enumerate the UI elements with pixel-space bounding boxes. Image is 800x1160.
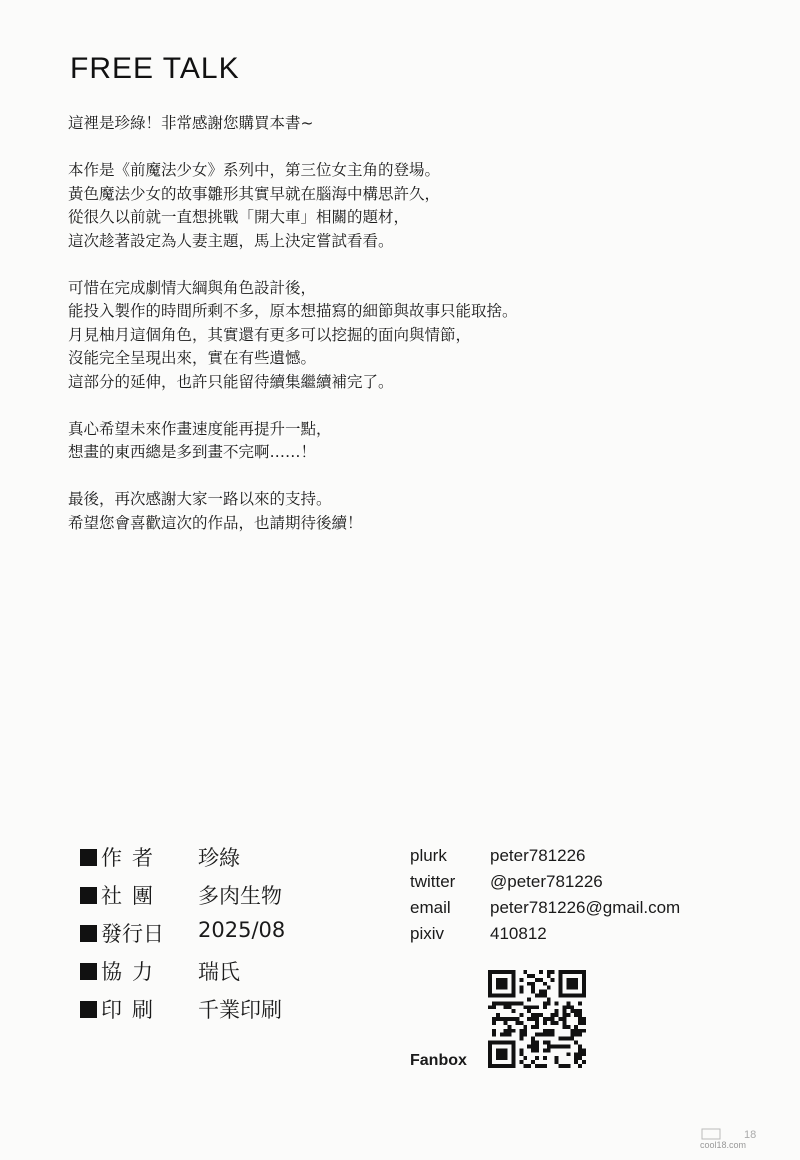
text-line: 從很久以前就一直想挑戰「開大車」相關的題材，	[68, 208, 410, 226]
credit-value: 多肉生物	[198, 884, 282, 908]
text-line: 最後，再次感謝大家一路以來的支持。	[68, 490, 332, 508]
text-line: 想畫的東西總是多到畫不完啊……！	[68, 443, 317, 461]
social-name: email	[410, 898, 451, 917]
qr-code-icon	[488, 970, 586, 1068]
credit-value: 千業印刷	[198, 998, 282, 1022]
page-title: FREE TALK	[70, 52, 240, 85]
text-line: 這裡是珍綠！非常感謝您購買本書~	[68, 114, 314, 132]
credit-label: 發行日	[101, 922, 164, 946]
text-line: 希望您會喜歡這次的作品，也請期待後續！	[68, 513, 363, 532]
text-line: 黃色魔法少女的故事雛形其實早就在腦海中構思許久，	[68, 184, 441, 203]
credit-label: 印刷	[101, 998, 163, 1022]
paragraph	[68, 112, 708, 136]
credit-value: 2025/08	[198, 918, 286, 942]
text-line: 這次趁著設定為人妻主題，馬上決定嘗試看看。	[68, 231, 394, 250]
paragraph	[68, 418, 708, 465]
paragraph	[68, 159, 708, 253]
text-line: 真心希望未來作畫速度能再提升一點，	[68, 419, 332, 438]
credit-label: 協力	[101, 960, 163, 984]
credit-value: 珍綠	[198, 846, 240, 870]
social-name: twitter	[410, 872, 456, 891]
credit-label: 作者	[101, 846, 163, 870]
credit-label: 社團	[101, 884, 163, 908]
fanbox-label: Fanbox	[410, 1052, 467, 1069]
text-line: 沒能完全呈現出來，實在有些遺憾。	[68, 349, 317, 367]
text-line: 可惜在完成劇情大綱與角色設計後，	[68, 278, 317, 297]
watermark-logo-icon	[700, 1127, 772, 1141]
watermark-url: cool18.com	[700, 1140, 747, 1150]
credit-value: 瑞氏	[198, 960, 240, 984]
text-line: 能投入製作的時間所剩不多，原本想描寫的細節與故事只能取捨。	[68, 302, 518, 320]
square-bullet-icon	[80, 887, 97, 904]
watermark-number: 18	[744, 1129, 757, 1141]
square-bullet-icon	[80, 1001, 97, 1018]
square-bullet-icon	[80, 925, 97, 942]
square-bullet-icon	[80, 849, 97, 866]
paragraph	[68, 277, 708, 395]
text-line: 月見柚月這個角色，其實還有更多可以挖掘的面向與情節，	[68, 325, 472, 344]
social-name: plurk	[410, 846, 447, 865]
social-value: @peter781226	[490, 872, 603, 891]
social-value: peter781226@gmail.com	[490, 898, 681, 917]
square-bullet-icon	[80, 963, 97, 980]
social-value: peter781226	[490, 846, 586, 865]
social-name: pixiv	[410, 924, 445, 943]
paragraph	[68, 488, 708, 535]
text-line: 這部分的延伸，也許只能留待續集繼續補完了。	[68, 372, 394, 391]
free-talk-body	[68, 112, 708, 559]
watermark	[700, 1126, 772, 1152]
text-line: 本作是《前魔法少女》系列中，第三位女主角的登場。	[68, 161, 441, 179]
social-value: 410812	[490, 924, 547, 943]
